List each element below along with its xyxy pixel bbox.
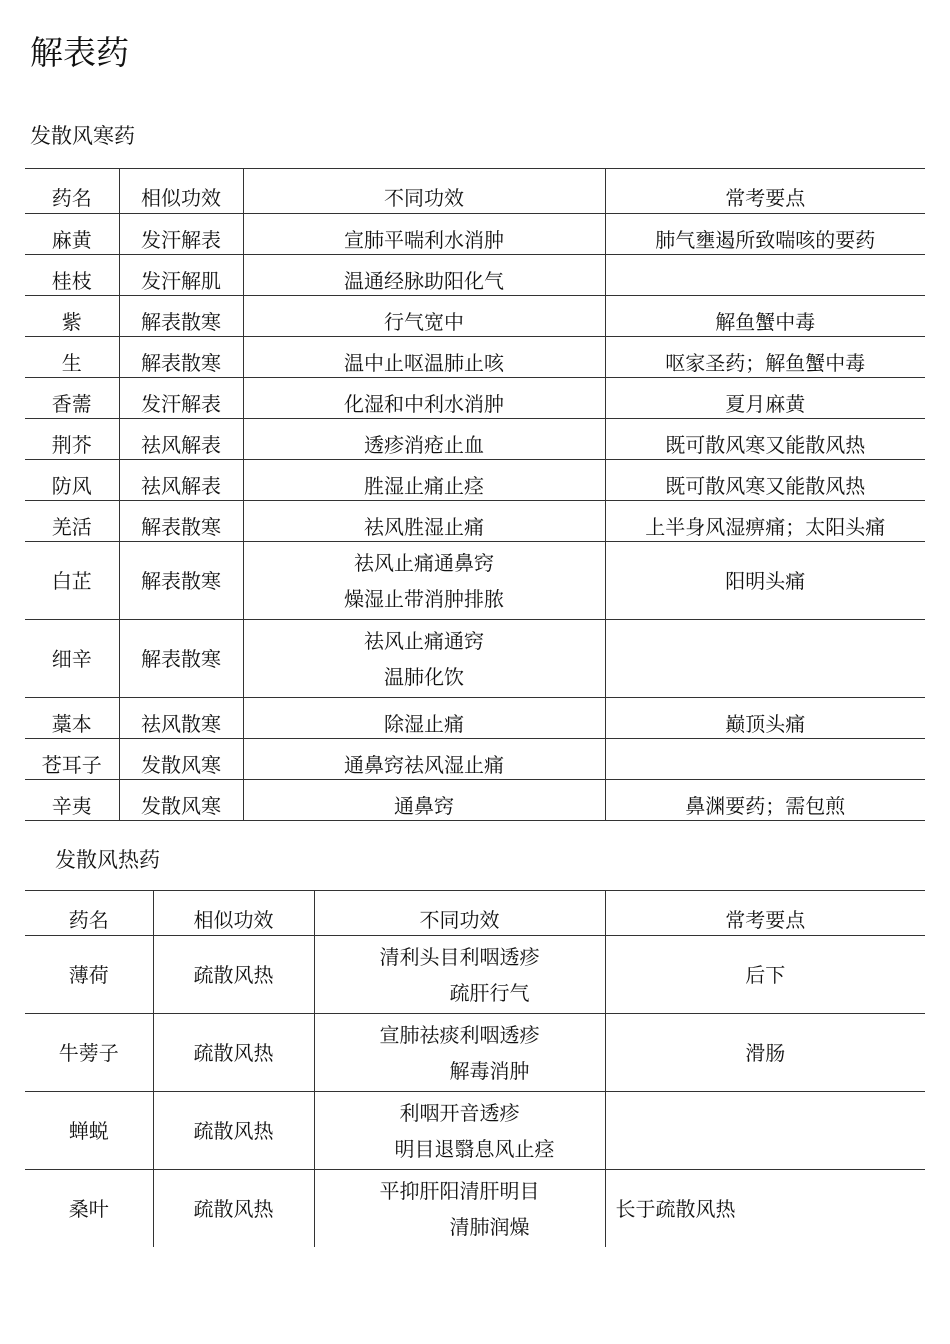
herb-common-effect: 发散风寒 <box>119 739 243 780</box>
table-row <box>25 460 925 501</box>
herb-common-effect: 发散风寒 <box>119 780 243 821</box>
herb-different-effect <box>243 542 605 620</box>
table-row <box>25 1092 925 1170</box>
effect-line: 清利头目利咽透疹 <box>379 944 540 969</box>
herb-different-effect <box>243 378 605 419</box>
herb-name: 薄荷 <box>25 936 153 1014</box>
effect-line: 温中止呕温肺止咳 <box>344 351 504 375</box>
herb-name: 桂枝 <box>25 255 119 296</box>
effect-line: 明目退翳息风止痉 <box>394 1136 555 1161</box>
herb-common-effect: 疏散风热 <box>153 1014 314 1092</box>
effect-line: 化湿和中利水消肿 <box>344 392 504 416</box>
effect-line: 解毒消肿 <box>449 1058 530 1083</box>
herb-different-effect <box>243 296 605 337</box>
herb-common-effect: 发汗解肌 <box>119 255 243 296</box>
herb-key-point: 既可散风寒又能散风热 <box>605 460 925 501</box>
herb-different-effect <box>243 460 605 501</box>
table-row <box>25 337 925 378</box>
herb-key-point <box>605 1092 925 1170</box>
effect-line: 除湿止痛 <box>384 712 464 736</box>
table-row <box>25 542 925 620</box>
effect-line: 胜湿止痛止痉 <box>364 474 484 498</box>
herb-name: 辛夷 <box>25 780 119 821</box>
effect-line: 祛风止痛通窍 <box>364 628 484 653</box>
column-header-common-effect: 相似功效 <box>119 169 243 214</box>
table-wind-heat-herbs <box>25 890 925 1247</box>
herb-key-point: 长于疏散风热 <box>605 1170 925 1248</box>
column-header-common-effect: 相似功效 <box>153 891 314 936</box>
herb-name: 麻黄 <box>25 214 119 255</box>
herb-different-effect <box>243 698 605 739</box>
effect-line: 温肺化饮 <box>384 664 464 689</box>
table-row <box>25 739 925 780</box>
table-row <box>25 698 925 739</box>
table-row <box>25 780 925 821</box>
effect-line: 行气宽中 <box>384 310 464 334</box>
table-header-row <box>25 169 925 214</box>
herb-common-effect: 解表散寒 <box>119 296 243 337</box>
effect-line: 透疹消疮止血 <box>364 433 484 457</box>
herb-common-effect: 疏散风热 <box>153 936 314 1014</box>
section-heading-wind-cold: 发散风寒药 <box>30 124 135 148</box>
herb-different-effect <box>314 1170 605 1248</box>
herb-name: 紫 <box>25 296 119 337</box>
table-wind-cold-herbs <box>25 168 925 821</box>
column-header-key-point: 常考要点 <box>605 169 925 214</box>
effect-line: 平抑肝阳清肝明目 <box>379 1178 540 1203</box>
effect-line: 通鼻窍 <box>394 794 454 818</box>
effect-line: 利咽开音透疹 <box>399 1100 520 1125</box>
herb-different-effect <box>243 620 605 698</box>
herb-name: 苍耳子 <box>25 739 119 780</box>
column-header-name: 药名 <box>25 891 153 936</box>
table-header-row <box>25 891 925 936</box>
column-header-different-effect: 不同功效 <box>243 169 605 214</box>
herb-different-effect <box>243 337 605 378</box>
table-row <box>25 501 925 542</box>
herb-common-effect: 解表散寒 <box>119 337 243 378</box>
table-row <box>25 214 925 255</box>
effect-line: 通鼻窍祛风湿止痛 <box>344 753 504 777</box>
herb-common-effect: 祛风解表 <box>119 460 243 501</box>
herb-key-point: 鼻渊要药；需包煎 <box>605 780 925 821</box>
table-row <box>25 296 925 337</box>
herb-key-point: 既可散风寒又能散风热 <box>605 419 925 460</box>
table-row <box>25 1014 925 1092</box>
herb-common-effect: 发汗解表 <box>119 214 243 255</box>
herb-different-effect <box>243 255 605 296</box>
herb-different-effect <box>314 1014 605 1092</box>
herb-different-effect <box>243 501 605 542</box>
effect-line: 宣肺祛痰利咽透疹 <box>379 1022 540 1047</box>
effect-line: 疏肝行气 <box>449 980 530 1005</box>
herb-key-point: 呕家圣药；解鱼蟹中毒 <box>605 337 925 378</box>
table-row <box>25 255 925 296</box>
table-row <box>25 1170 925 1248</box>
herb-name: 桑叶 <box>68 1196 109 1221</box>
herb-common-effect: 解表散寒 <box>119 501 243 542</box>
herb-name: 羌活 <box>25 501 119 542</box>
effect-line: 燥湿止带消肿排脓 <box>344 586 504 611</box>
herb-name: 蝉蜕 <box>25 1092 153 1170</box>
page-title: 解表药 <box>30 33 129 72</box>
herb-name: 牛蒡子 <box>25 1014 153 1092</box>
herb-key-point: 阳明头痛 <box>605 542 925 620</box>
effect-line: 祛风止痛通鼻窍 <box>354 550 494 575</box>
herb-different-effect <box>243 419 605 460</box>
effect-line: 祛风胜湿止痛 <box>364 515 484 539</box>
herb-name: 香薷 <box>25 378 119 419</box>
herb-key-point: 夏月麻黄 <box>605 378 925 419</box>
herb-name: 白芷 <box>25 542 119 620</box>
herb-different-effect <box>314 936 605 1014</box>
effect-line: 宣肺平喘利水消肿 <box>344 228 504 252</box>
table-row <box>25 419 925 460</box>
table-row <box>25 620 925 698</box>
herb-different-effect <box>243 780 605 821</box>
herb-key-point <box>605 620 925 698</box>
herb-different-effect <box>314 1092 605 1170</box>
herb-different-effect <box>243 214 605 255</box>
herb-common-effect: 发汗解表 <box>119 378 243 419</box>
herb-key-point: 上半身风湿痹痛；太阳头痛 <box>605 501 925 542</box>
section-heading-wind-heat: 发散风热药 <box>55 848 160 872</box>
herb-common-effect: 疏散风热 <box>153 1170 314 1248</box>
herb-name: 生 <box>25 337 119 378</box>
effect-line: 温通经脉助阳化气 <box>344 269 504 293</box>
herb-key-point <box>605 255 925 296</box>
herb-common-effect: 祛风散寒 <box>119 698 243 739</box>
herb-name: 防风 <box>25 460 119 501</box>
herb-different-effect <box>243 739 605 780</box>
herb-common-effect: 解表散寒 <box>119 620 243 698</box>
herb-key-point: 后下 <box>605 936 925 1014</box>
herb-key-point: 滑肠 <box>605 1014 925 1092</box>
column-header-different-effect: 不同功效 <box>314 891 605 936</box>
column-header-name: 药名 <box>25 169 119 214</box>
herb-name: 藁本 <box>25 698 119 739</box>
table-row <box>25 378 925 419</box>
herb-name: 荆芥 <box>25 419 119 460</box>
herb-key-point: 巅顶头痛 <box>605 698 925 739</box>
herb-common-effect: 疏散风热 <box>153 1092 314 1170</box>
herb-key-point: 肺气壅遏所致喘咳的要药 <box>605 214 925 255</box>
table-row <box>25 936 925 1014</box>
herb-common-effect: 祛风解表 <box>119 419 243 460</box>
herb-name: 细辛 <box>25 620 119 698</box>
column-header-key-point: 常考要点 <box>605 891 925 936</box>
herb-key-point: 解鱼蟹中毒 <box>605 296 925 337</box>
effect-line: 清肺润燥 <box>449 1214 530 1239</box>
herb-key-point <box>605 739 925 780</box>
herb-common-effect: 解表散寒 <box>119 542 243 620</box>
